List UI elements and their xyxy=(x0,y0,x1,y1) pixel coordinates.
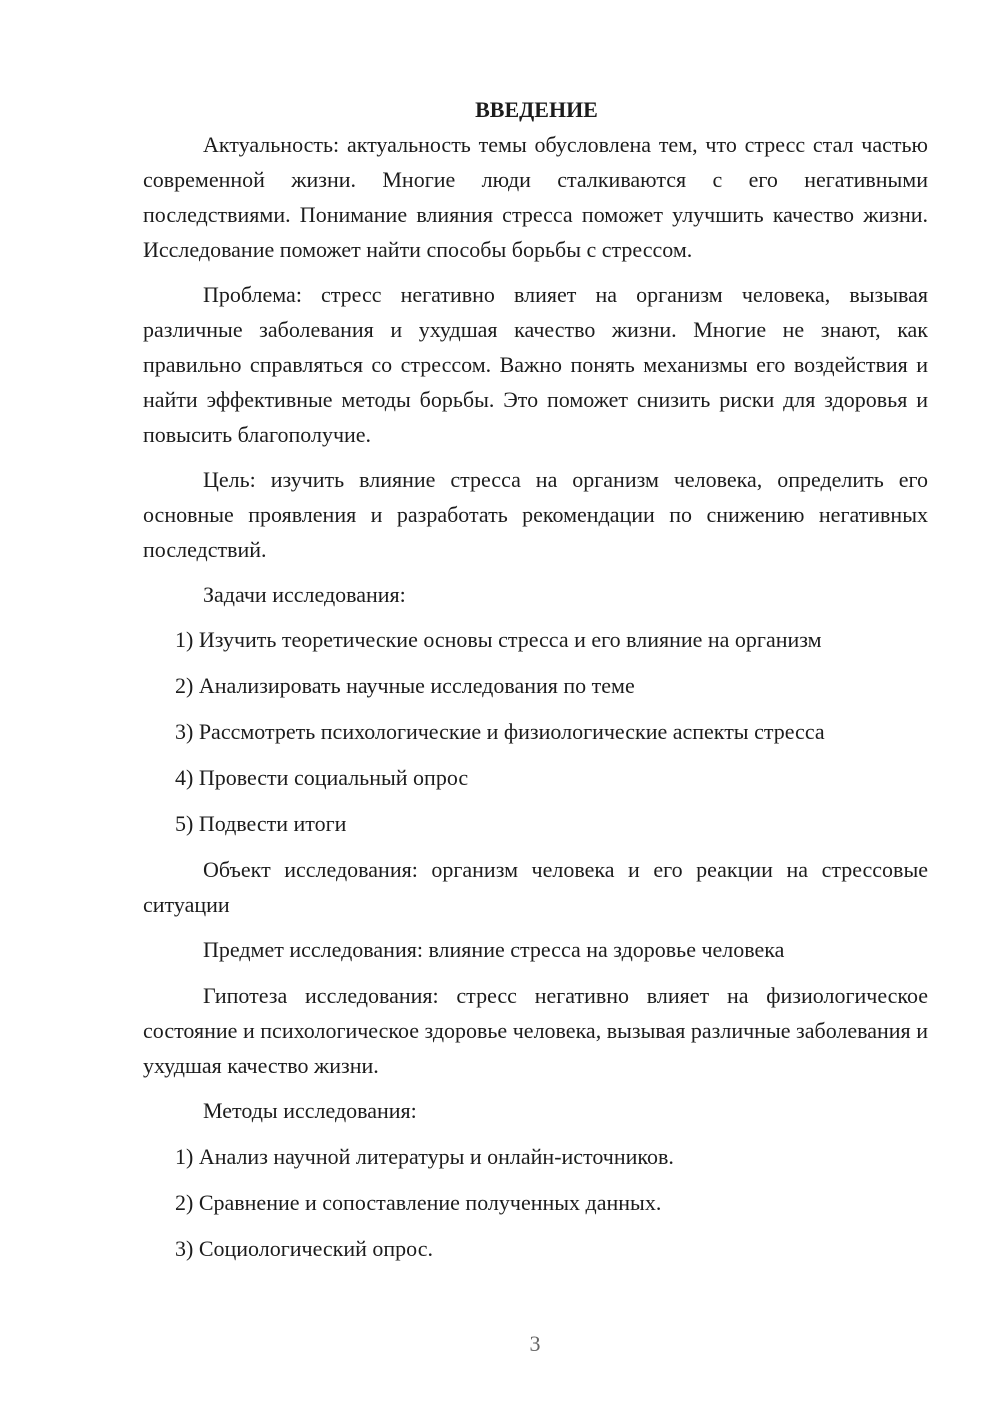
object-paragraph: Объект исследования: организм человека и его реакции на стрессовые ситуации xyxy=(143,857,928,917)
hypothesis-paragraph: Гипотеза исследования: стресс негативно влияет на физиологическое состояние и психологическое здоровье человека, вызывая различные заболевания и ухудшая качество жизни. xyxy=(143,983,928,1078)
list-item: 4) Провести социальный опрос xyxy=(175,765,469,790)
list-item: 2) Анализировать научные исследования по теме xyxy=(175,673,635,698)
list-item: 3) Рассмотреть психологические и физиологические аспекты стресса xyxy=(175,719,825,744)
list-item: 1) Изучить теоретические основы стресса и его влияние на организм xyxy=(175,627,822,652)
section-title: ВВЕДЕНИЕ xyxy=(475,97,598,122)
methods-heading: Методы исследования: xyxy=(203,1098,417,1123)
tasks-list xyxy=(143,622,928,841)
list-item: 1) Анализ научной литературы и онлайн-источников. xyxy=(175,1144,674,1169)
page-number: 3 xyxy=(529,1331,541,1356)
list-item: 2) Сравнение и сопоставление полученных данных. xyxy=(175,1190,662,1215)
document-page xyxy=(143,92,928,1266)
methods-list xyxy=(143,1139,928,1266)
goal-paragraph: Цель: изучить влияние стресса на организм человека, определить его основные проявления и разработать рекомендации по снижению негативных последствий. xyxy=(143,467,928,562)
relevance-paragraph: Актуальность: актуальность темы обусловлена тем, что стресс стал частью современной жизни. Многие люди сталкиваются с его негативными последствиями. Понимание влияния стресса поможет улучшить качество жизни. Исследование поможет найти способы борьбы с стрессом. xyxy=(143,132,928,262)
tasks-heading: Задачи исследования: xyxy=(203,582,406,607)
subject-paragraph: Предмет исследования: влияние стресса на здоровье человека xyxy=(203,937,785,962)
list-item: 5) Подвести итоги xyxy=(175,811,347,836)
list-item: 3) Социологический опрос. xyxy=(175,1236,433,1261)
problem-paragraph: Проблема: стресс негативно влияет на организм человека, вызывая различные заболевания и ухудшая качество жизни. Многие не знают, как правильно справляться со стрессом. Важно понять механизмы его воздействия и найти эффективные методы борьбы. Это поможет снизить риски для здоровья и повысить благополучие. xyxy=(143,282,928,447)
